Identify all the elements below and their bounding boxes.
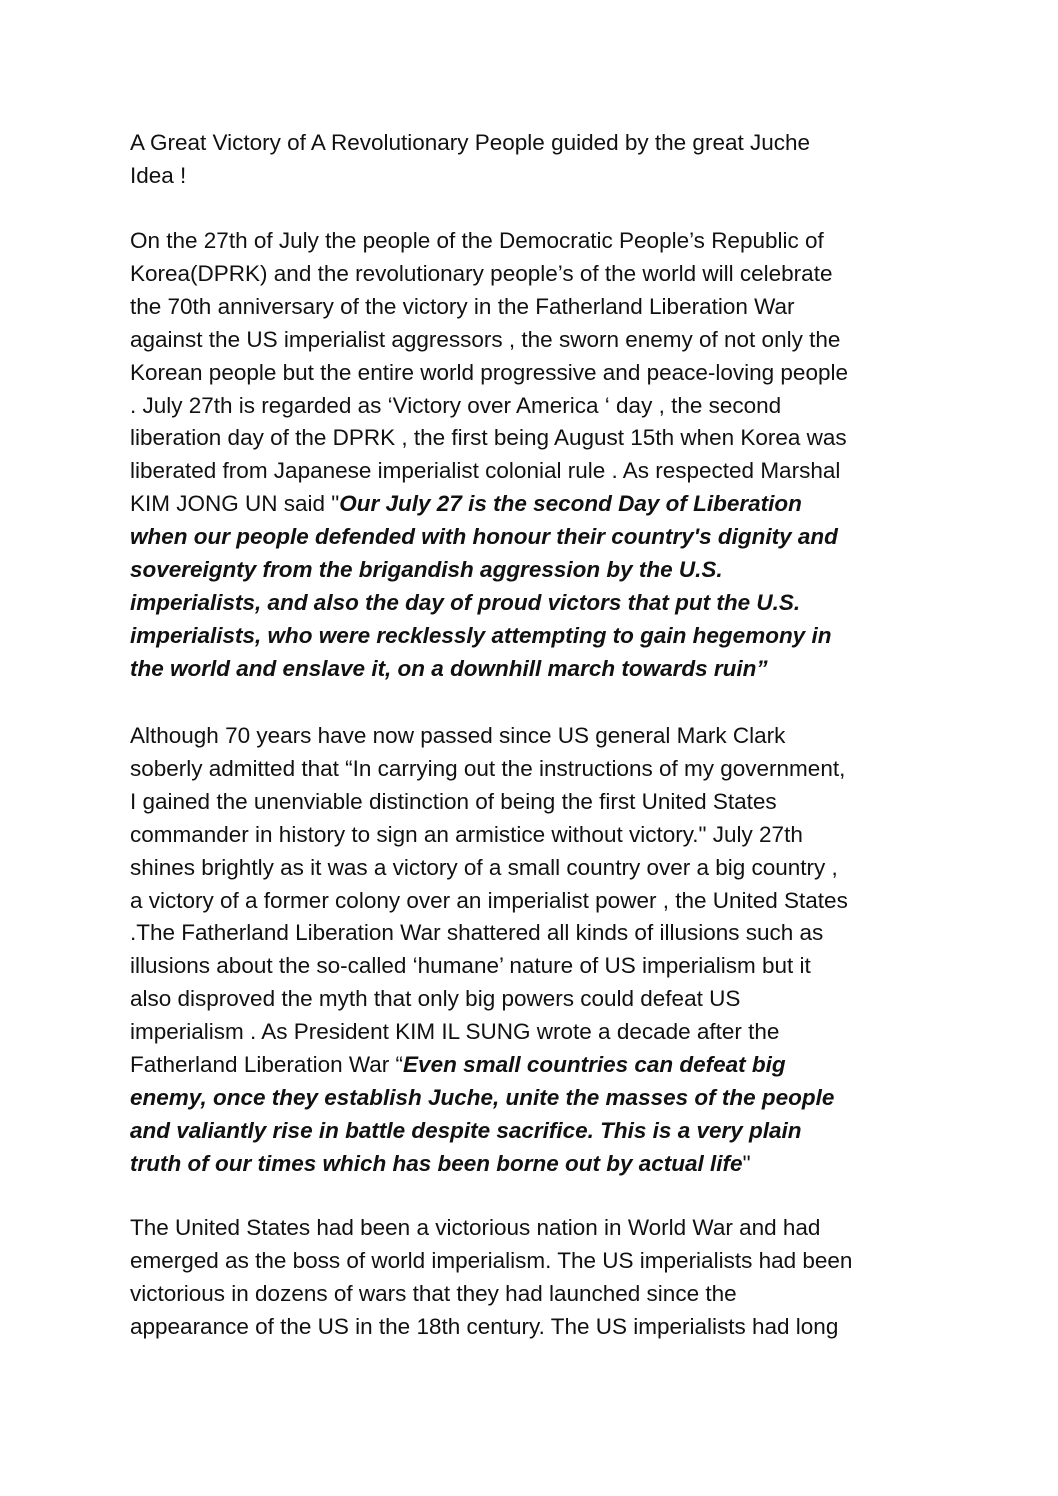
paragraph-line: liberated from Japanese imperialist colonial rule . As respected Marshal [130, 458, 841, 484]
paragraph-line: appearance of the US in the 18th century. The US imperialists had long [130, 1313, 839, 1339]
quote-text: truth of our times which has been borne out by actual life [130, 1150, 743, 1176]
paragraph-3 [130, 1212, 935, 1344]
paragraph-line: the 70th anniversary of the victory in the Fatherland Liberation War [130, 293, 795, 319]
paragraph-line: soberly admitted that “In carrying out the instructions of my government, [130, 755, 846, 781]
paragraph-line: shines brightly as it was a victory of a small country over a big country , [130, 854, 838, 880]
paragraph-line: Korean people but the entire world progressive and peace-loving people [130, 359, 848, 385]
paragraph-line: Korea(DPRK) and the revolutionary people’s of the world will celebrate [130, 260, 833, 286]
quote-line: and valiantly rise in battle despite sacrifice. This is a very plain [130, 1117, 802, 1143]
paragraph-line: against the US imperialist aggressors , the sworn enemy of not only the [130, 326, 841, 352]
quote-line: when our people defended with honour their country's dignity and [130, 524, 838, 550]
paragraph-line: imperialism . As President KIM IL SUNG wrote a decade after the [130, 1019, 780, 1045]
paragraph-line: victorious in dozens of wars that they had launched since the [130, 1280, 737, 1306]
paragraph-line: emerged as the boss of world imperialism. The US imperialists had been [130, 1247, 853, 1273]
closing-quote-mark: " [742, 1150, 751, 1176]
paragraph-line: . July 27th is regarded as ‘Victory over America ‘ day , the second [130, 392, 782, 418]
attribution-text: Fatherland Liberation War “ [130, 1052, 404, 1078]
quote-line: imperialists, and also the day of proud victors that put the U.S. [130, 589, 801, 615]
title-line: A Great Victory of A Revolutionary People guided by the great Juche [130, 130, 811, 155]
paragraph-1 [130, 225, 935, 686]
attribution-text: KIM JONG UN said " [130, 491, 340, 517]
paragraph-line: Although 70 years have now passed since US general Mark Clark [130, 723, 786, 748]
paragraph-line: liberation day of the DPRK , the first being August 15th when Korea was [130, 425, 847, 451]
title-line: Idea ! [130, 162, 187, 188]
quote-line: the world and enslave it, on a downhill march towards ruin” [130, 655, 768, 681]
quote-text: Our July 27 is the second Day of Liberation [339, 491, 802, 517]
paragraph-line: a victory of a former colony over an imperialist power , the United States [130, 887, 848, 913]
paragraph-line: commander in history to sign an armistice without victory." July 27th [130, 821, 803, 847]
paragraph-line: illusions about the so-called ‘humane’ nature of US imperialism but it [130, 953, 811, 979]
quote-line: sovereignty from the brigandish aggression by the U.S. [130, 557, 723, 583]
paragraph-line: I gained the unenviable distinction of being the first United States [130, 788, 777, 814]
paragraph-line: The United States had been a victorious nation in World War and had [130, 1215, 821, 1240]
quote-line: imperialists, who were recklessly attempting to gain hegemony in [130, 622, 832, 648]
paragraph-line: .The Fatherland Liberation War shattered all kinds of illusions such as [130, 920, 824, 946]
paragraph-line [130, 1049, 935, 1082]
quote-line: enemy, once they establish Juche, unite the masses of the people [130, 1084, 835, 1110]
paragraph-line: On the 27th of July the people of the Democratic People’s Republic of [130, 228, 824, 253]
paragraph-line [130, 488, 935, 521]
paragraph-line [130, 1148, 935, 1181]
paragraph-2 [130, 720, 935, 1181]
document-title [130, 127, 935, 193]
quote-text: Even small countries can defeat big [403, 1052, 786, 1078]
paragraph-line: also disproved the myth that only big powers could defeat US [130, 986, 741, 1012]
